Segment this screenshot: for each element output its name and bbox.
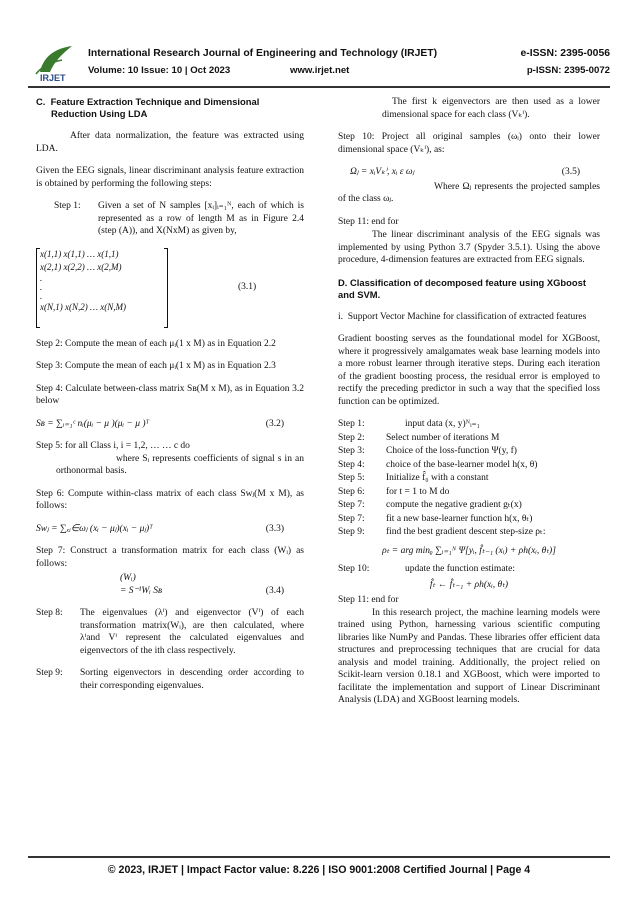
paragraph: Gradient boosting serves as the foundational model for XGBoost, where it progressively amalgamates weak base learning models into a more robust learner through iterative steps. During each iteration of the gradient boosting process, the residual error is employed to rectify the preceding predictor in such a way that the specified loss function can be optimized. [338,334,600,407]
lda-step-7: Step 7: Construct a transformation matrix for each class (Wᵢ) as follows: [36,546,304,569]
matrix-row: x(2,1) x(2,2) … x(2,M) [40,261,122,272]
paragraph: Given the EEG signals, linear discriminant analysis feature extraction is obtained by performing the following steps: [36,166,304,189]
equation-3-2 [36,418,304,431]
gb-step [338,459,600,472]
equation-3-4 [36,585,304,598]
paragraph: The linear discriminant analysis of the EEG signals was implemented by using Python 3.7 (Spyder 3.5.1). Using the above procedure, 4-dimension features are extracted from EEG signals. [338,230,600,265]
lda-step-1 [36,200,304,238]
step-label: Step 6: [338,486,365,497]
matrix-equation [36,248,304,328]
paragraph: In this research project, the machine learning models were trained using Python, harnessing various scientific computing libraries like NumPy and Pandas. These libraries offer efficient data structures and preprocessing techniques that are crucial for data analysis and model training. Additionally, the project relied on Scikit-learn version 0.18.1 and XGBoost, which were imported to facilitate the implementation and support of Linear Discriminant Analysis (LDA) and XGBoost learning models. [338,607,600,705]
step-label: Step 7: [338,513,365,524]
step-label: Step 4: [338,459,365,470]
step-text: The eigenvalues (λⁱ) and eigenvector (Vⁱ) of each transformation matrix(Wᵢ), are then calculated, where λⁱand Vⁱ represent the calculated eigenvalues and eigenvectors of the ith class respectively. [80,608,304,656]
equation-expression: = S⁻¹Wᵢ Sʙ [120,585,163,596]
gb-step [338,418,600,431]
lda-step-11: Step 11: end for [338,216,399,227]
step-label: Step 2: [338,432,365,443]
lda-step-2: Step 2: Compute the mean of each μᵢ(1 x M) as in Equation 2.2 [36,338,276,349]
step-text: input data (x, y)ᴺᵢ₌₁ [386,419,480,429]
step-label: Step 1: [54,201,81,211]
header-rule [28,86,610,88]
gradient-boosting-steps [338,418,600,539]
page-footer: © 2023, IRJET | Impact Factor value: 8.226 | ISO 9001:2008 Certified Journal | Page 4 [107,864,531,876]
equation-rho: ρₜ = arg minᵨ ∑ᵢ₌₁ᴺ Ψ[yᵢ, f̂ₜ₋₁ (xᵢ) + ρh(xᵢ, θₜ)] [382,545,556,556]
step-text: find the best gradient descent step-size ρₜ: [386,527,546,537]
equation-expression: Ωⱼ = xᵢVₖⁱ, xᵢ ε ωⱼ [350,167,415,177]
equation-3-3 [36,523,304,536]
lda-step-5-note: where Sᵢ represents coefficients of signal s in an orthonormal basis. [56,453,304,476]
equation-expression: Swⱼ = ∑ₓᵢ∈ωⱼ (xᵢ − μⱼ)(xᵢ − μⱼ)ᵀ [36,523,153,534]
step-label: Step 8: [36,608,63,618]
lda-step-3: Step 3: Compute the mean of each μᵢ(1 x M) as in Equation 2.3 [36,361,276,371]
step-text: Given a set of N samples [xᵢ]ᵢ₌₁ᴺ, each of which is represented as a row of length M as in Figure 2.4 (step (A)), and X(NxM) as given by, [98,201,304,236]
paragraph: The first k eigenvectors are then used as a lower dimensional space for each class (Vₖⁱ). [382,97,600,120]
logo-text: IRJET [40,73,66,82]
step-text: fit a new base-learner function h(x, θₜ) [386,513,533,524]
matrix-row: . [40,281,43,292]
gb-step [338,472,600,485]
equation-number: (3.1) [238,282,257,293]
volume-info: Volume: 10 Issue: 10 | Oct 2023 [88,65,231,76]
lda-step-6: Step 6: Compute within-class matrix of each class Swⱼ(M x M), as follows: [36,488,304,511]
equation-number: (3.3) [265,523,284,534]
section-d-heading: D. Classification of decomposed feature using XGboost and SVM. [338,276,586,300]
journal-header [28,44,610,82]
gb-step [338,513,600,526]
paragraph: After data normalization, the feature was extracted using LDA. [36,131,304,154]
lda-step-8 [36,607,304,657]
matrix [36,248,168,328]
subsection-heading: i. Support Vector Machine for classification of extracted features [338,311,587,322]
gb-step [338,526,600,539]
left-column [36,96,304,702]
equation-expression: Sʙ = ∑ᵢ₌₁ᶜ nᵢ(μᵢ − μ )(μᵢ − μ )ᵀ [36,418,150,429]
matrix-row: x(1,1) x(1,1) … x(1,1) [40,248,119,259]
step-text: Sorting eigenvectors in descending order according to their corresponding eigenvalues. [80,668,304,691]
lda-step-4: Step 4: Calculate between-class matrix Sʙ(M x M), as in Equation 3.2 below [36,383,304,406]
gb-step [338,432,600,445]
equation-number: (3.5) [561,167,580,177]
journal-title: International Research Journal of Engineering and Technology (IRJET) [88,48,438,59]
step-label: Step 3: [338,446,365,456]
step-label: Step 9: [36,668,63,678]
step-label: Step 1: [338,419,365,429]
matrix-row: . [40,272,43,283]
website-link[interactable]: www.irjet.net [290,65,350,76]
eissn: e-ISSN: 2395-0056 [520,48,610,59]
equation-number: (3.4) [265,585,284,596]
footer-rule [28,856,610,858]
equation-update: f̂ₜ ← f̂ₜ₋₁ + ρh(xᵢ, θₜ) [429,579,509,590]
step-text: for t = 1 to M do [386,486,450,497]
equation-3-5-note: Where Ωⱼ represents the projected samples of the class ωⱼ. [338,181,600,204]
step-label: Step 7: [338,500,365,510]
step-text: Initialize f̂₀ with a constant [386,473,489,483]
gb-step [338,499,600,512]
right-column [338,96,600,717]
section-c-heading: C. Feature Extraction Technique and Dimensional Reduction Using LDA [36,96,260,119]
lda-step-5: Step 5: for all Class i, i = 1,2, … … c do [36,441,190,451]
lda-step-10: Step 10: Project all original samples (ωᵢ) onto their lower dimensional space (Vₖⁱ), as: [338,132,600,155]
gb-step-10: Step 10: update the function estimate: [338,564,516,574]
step-text: Select number of iterations M [386,432,500,443]
matrix-row: . [40,290,43,301]
lda-step-9 [36,667,304,692]
step-text: compute the negative gradient gₜ(x) [386,500,522,510]
equation-number: (3.2) [265,418,284,429]
step-label: Step 5: [338,473,365,483]
step-text: choice of the base-learner model h(x, θ) [386,459,538,470]
equation-3-4-line1: (Wᵢ) [120,573,136,583]
gb-step [338,445,600,458]
irjet-logo-icon [32,44,78,82]
step-text: Choice of the loss-function Ψ(y, f) [386,446,517,456]
pissn: p-ISSN: 2395-0072 [526,65,610,76]
equation-3-5 [338,166,600,179]
gb-step [338,486,600,499]
step-label: Step 9: [338,527,365,537]
gb-step-11: Step 11: end for [338,595,399,605]
matrix-row: x(N,1) x(N,2) … x(N,M) [40,301,126,312]
